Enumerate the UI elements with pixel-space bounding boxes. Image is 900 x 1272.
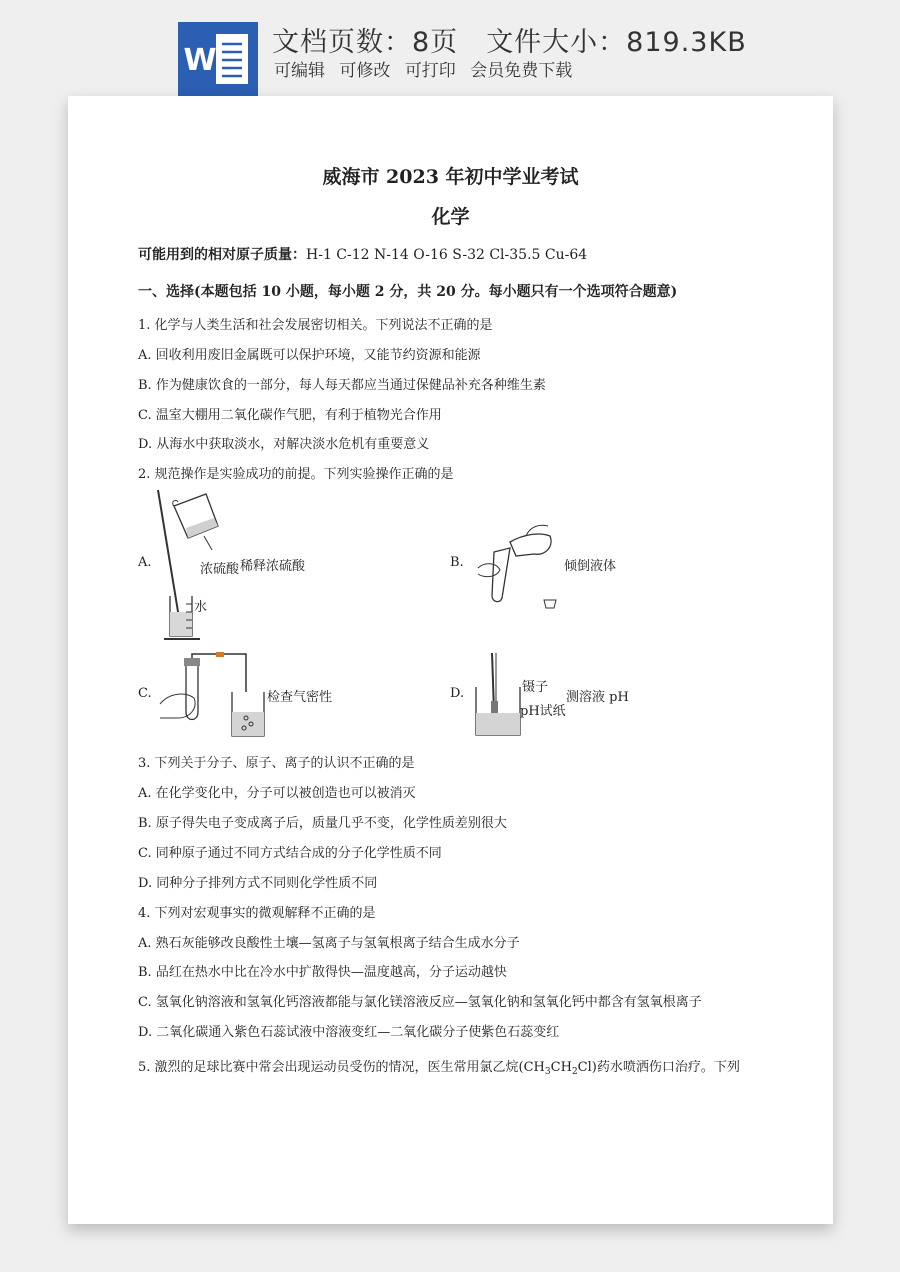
q4-option-b: B. 品红在热水中比在冷水中扩散得快—温度越高，分子运动越快	[138, 965, 507, 980]
document-page	[68, 96, 833, 1224]
q5-stem-before: 5. 激烈的足球比赛中常会出现运动员受伤的情况，医生常用氯乙烷(	[138, 1060, 524, 1075]
tweezers-label: 镊子	[522, 680, 549, 695]
q1-option-d: D. 从海水中获取淡水，对解决淡水危机有重要意义	[138, 437, 430, 452]
q3-option-b: B. 原子得失电子变成离子后，质量几乎不变，化学性质差别很大	[138, 816, 507, 831]
atomic-masses-label: 可能用到的相对原子质量：	[138, 247, 306, 263]
feature-printable: 可打印	[404, 61, 456, 81]
feature-member-download[interactable]: 会员免费下载	[470, 61, 573, 81]
q2-option-d-text: 测溶液 pH	[566, 690, 629, 705]
section-heading: 一、选择(本题包括 10 小题，每小题 2 分，共 20 分。每小题只有一个选项符合题意)	[138, 284, 678, 300]
chloroethane-formula: $CH_3CH_2Cl$	[523, 1060, 592, 1077]
water-label: 水	[194, 600, 208, 615]
file-size: 文件大小：819.3KB	[486, 27, 747, 58]
q2-option-a-text: 稀释浓硫酸	[240, 559, 306, 574]
feature-modifiable: 可修改	[339, 61, 391, 81]
q1-option-a: A. 回收利用废旧金属既可以保护环境，又能节约资源和能源	[138, 348, 481, 363]
acid-beaker-figure	[168, 492, 224, 552]
air-tightness-figure	[156, 652, 268, 742]
q5-stem-after: )药水喷洒伤口治疗。下列	[591, 1060, 740, 1075]
download-banner	[0, 0, 900, 100]
concentrated-acid-label: 浓硫酸	[200, 562, 240, 577]
word-document-icon	[178, 22, 258, 96]
q4-option-c: C. 氢氧化钠溶液和氢氧化钙溶液都能与氯化镁溶液反应—氢氧化钠和氢氧化钙中都含有氢氧根离子	[138, 995, 702, 1010]
file-info	[272, 20, 747, 59]
q3-option-c: C. 同种原子通过不同方式结合成的分子化学性质不同	[138, 846, 442, 861]
q5-stem	[138, 1056, 740, 1077]
q2-option-c-letter: C.	[138, 686, 152, 701]
q2-stem: 2. 规范操作是实验成功的前提。下列实验操作正确的是	[138, 467, 454, 482]
q3-stem: 3. 下列关于分子、原子、离子的认识不正确的是	[138, 756, 415, 771]
q2-option-c-text: 检查气密性	[267, 690, 333, 705]
feature-list	[274, 56, 581, 81]
atomic-masses	[138, 244, 587, 264]
q3-option-a: A. 在化学变化中，分子可以被创造也可以被消灭	[138, 786, 416, 801]
page-count: 文档页数：8页	[272, 27, 459, 58]
exam-title: 威海市 2023 年初中学业考试	[322, 166, 579, 188]
exam-subject: 化学	[431, 206, 470, 228]
q2-option-a-letter: A.	[138, 555, 152, 570]
q4-option-d: D. 二氧化碳通入紫色石蕊试液中溶液变红—二氧化碳分子使紫色石蕊变红	[138, 1025, 560, 1040]
q1-stem: 1. 化学与人类生活和社会发展密切相关。下列说法不正确的是	[138, 318, 493, 333]
q2-option-b-letter: B.	[450, 555, 464, 570]
ph-paper-label: pH试纸	[520, 704, 566, 719]
q1-option-b: B. 作为健康饮食的一部分，每人每天都应当通过保健品补充各种维生素	[138, 378, 546, 393]
feature-editable: 可编辑	[274, 61, 325, 81]
pouring-liquid-figure	[470, 516, 570, 614]
q3-option-d: D. 同种分子排列方式不同则化学性质不同	[138, 876, 378, 891]
q2-option-b-text: 倾倒液体	[564, 559, 617, 574]
word-icon-letter: W	[183, 43, 217, 78]
q4-stem: 4. 下列对宏观事实的微观解释不正确的是	[138, 906, 376, 921]
q1-option-c: C. 温室大棚用二氧化碳作气肥，有利于植物光合作用	[138, 408, 442, 423]
q2-option-d-letter: D.	[450, 686, 465, 701]
atomic-masses-values: H-1 C-12 N-14 O-16 S-32 Cl-35.5 Cu-64	[306, 247, 588, 263]
ph-test-figure	[472, 651, 528, 741]
q4-option-a: A. 熟石灰能够改良酸性土壤—氢离子与氢氧根离子结合生成水分子	[138, 936, 520, 951]
